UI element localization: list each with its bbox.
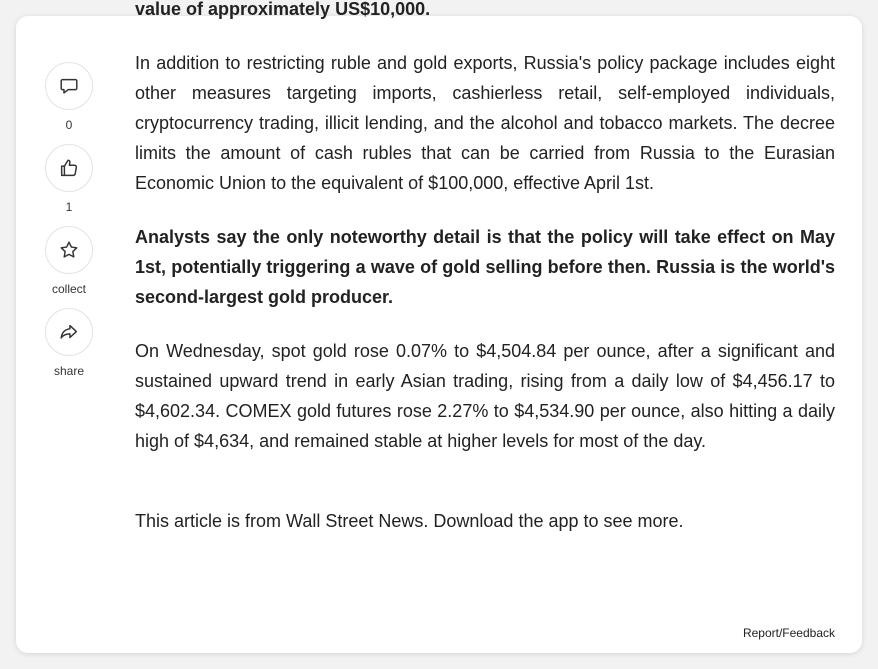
action-bar	[44, 62, 94, 378]
article-body	[135, 0, 835, 560]
thumbs-up-icon[interactable]	[45, 144, 93, 192]
source-note: This article is from Wall Street News. Download the app to see more.	[135, 511, 684, 531]
like-count: 1	[65, 200, 73, 214]
share-button[interactable]	[44, 308, 94, 378]
article-paragraph: On Wednesday, spot gold rose 0.07% to $4,504.84 per ounce, after a significant and sustained upward trend in early Asian trading, rising from a daily low of $4,456.17 to $4,602.34. COMEX gold futures rose 2.27% to $4,534.90 per ounce, also hitting a daily high of $4,634, and remained stable at higher levels for most of the day.	[135, 341, 835, 451]
like-button[interactable]	[44, 144, 94, 214]
article-card	[16, 0, 862, 653]
collect-label: collect	[51, 282, 86, 296]
article-paragraph: In addition to restricting ruble and gold exports, Russia's policy package includes eight other measures targeting imports, cashierless retail, self-employed individuals, cryptocurrency trading, illicit lending, and the alcohol and tobacco markets. The decree limits the amount of cash rubles that can be carried from Russia to the Eurasian Economic Union to the equivalent of $100,000, effective April 1st.	[135, 53, 835, 193]
article-paragraph-highlight: Analysts say the only noteworthy detail is that the policy will take effect on May 1st, potentially triggering a wave of gold selling before then. Russia is the world's second-largest gold producer.	[135, 227, 835, 307]
share-label: share	[53, 364, 85, 378]
report-feedback-link[interactable]: Report/Feedback	[742, 626, 835, 640]
article-paragraph-partial: value of approximately US$10,000.	[135, 0, 431, 19]
comment-icon[interactable]	[45, 62, 93, 110]
comment-button[interactable]	[44, 62, 94, 132]
share-icon[interactable]	[45, 308, 93, 356]
collect-button[interactable]	[44, 226, 94, 296]
comment-count: 0	[65, 118, 73, 132]
star-icon[interactable]	[45, 226, 93, 274]
